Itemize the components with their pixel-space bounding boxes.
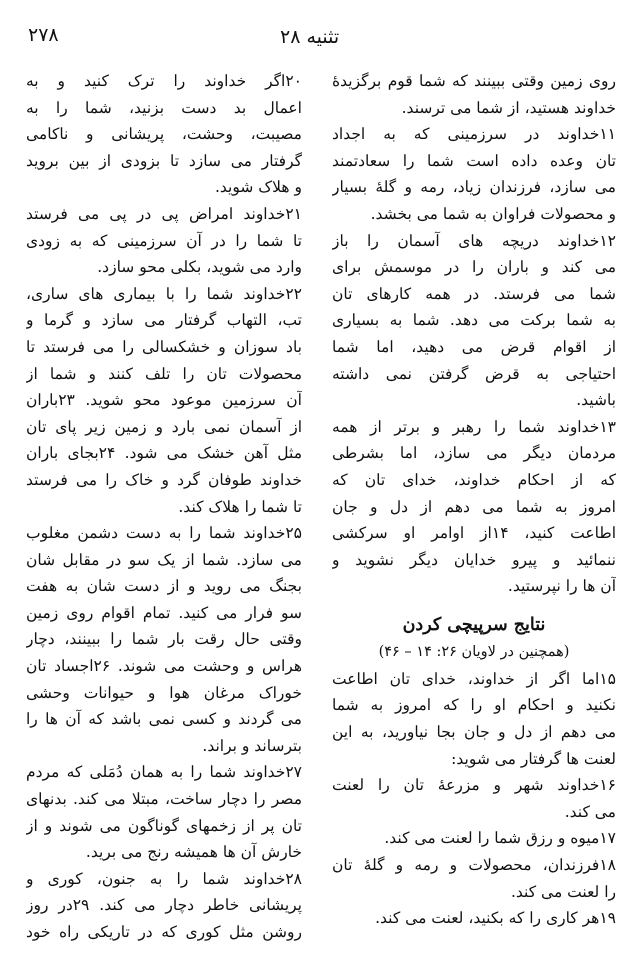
text-line: خداوند طوفان گرد و خاک را می فرستد <box>26 470 302 489</box>
text-line: و محصولات فراوان به شما می بخشد. <box>370 204 616 223</box>
text-line: ۱۱خداوند در سرزمینی که به اجداد <box>332 125 616 144</box>
left-text-column <box>26 68 302 946</box>
text-line: به شما برکت می دهد. شما به بسیاری <box>332 311 616 330</box>
text-line: امروز به شما می دهم از دل و جان <box>332 497 616 516</box>
page-number: ۲۷۸ <box>28 24 59 46</box>
text-line: گرفتار می سازد تا بزودی از بین بروید <box>26 151 302 170</box>
text-line: آن سرزمین موعود محو شوید. ۲۳باران <box>26 391 302 410</box>
text-line: تا شما را در آن سرزمینی که به زودی <box>26 231 302 250</box>
section-reference: (همچنین در لاویان ۲۶: ۱۴ – ۴۶) <box>378 643 570 660</box>
text-line: تان پر از زخمهای گوناگون می شوند و از <box>26 816 302 835</box>
text-line: روشن مثل کوری که در تاریکی راه خود <box>26 923 302 941</box>
text-line: را لعنت می کند. <box>510 882 616 901</box>
text-line: خارش آن ها همیشه رنج می برید. <box>85 843 302 862</box>
text-line: مصر را دچار ساخت، مبتلا می کند. بدنهای <box>26 790 302 809</box>
text-line: وارد می شوید، بکلی محو سازد. <box>97 258 302 277</box>
text-line: و هلاک شوید. <box>214 178 302 197</box>
text-line: می گردند و کسی نمی باشد که آن ها را <box>26 710 302 729</box>
text-line: می سازد. شما از یک سو در مقابل شان <box>26 550 302 569</box>
text-line: ۱۳خداوند شما را رهبر و برتر از همه <box>332 417 616 436</box>
text-line: شما می فرستد. در همه کارهای تان <box>332 284 616 303</box>
text-line: ۲۰اگر خداوند را ترک کنید و به <box>26 72 302 90</box>
text-line: ۲۲خداوند شما را با بیماری های ساری، <box>26 284 302 303</box>
text-line: می دهم از دل و جان بجا نیاورید، به این <box>332 723 616 742</box>
text-line: ۲۱خداوند امراض پی در پی می فرستد <box>26 204 302 223</box>
text-line: باشید. <box>576 391 616 410</box>
text-line: لعنت ها گرفتار می شوید: <box>451 749 616 768</box>
text-line: تا شما را هلاک کند. <box>178 497 302 516</box>
text-line: احتیاجی به قرض گرفتن نمی داشته <box>332 364 616 383</box>
text-line: هراس و وحشت می شوند. ۲۶اجساد تان <box>26 657 302 676</box>
text-line: تان وعده داده است شما را سعادتمند <box>332 151 616 170</box>
text-line: می کند. <box>564 802 616 821</box>
section-heading: نتایج سرپیچی کردن <box>402 614 546 635</box>
text-line: ۲۵خداوند شما را به دست دشمن مغلوب <box>26 524 302 543</box>
text-line: روی زمین وقتی ببینند که شما قوم برگزیدهٔ <box>332 72 616 90</box>
text-line: نکنید و احکام او را که امروز به شما <box>332 696 616 715</box>
text-line: ۲۷خداوند شما را به همان دُمَلی که مردم <box>26 763 302 782</box>
text-line: که از احکام خداوند، خدای تان که <box>332 470 616 489</box>
text-line: اطاعت کنید، ۱۴از اوامر او سرکشی <box>332 524 616 543</box>
text-line: ۱۷میوه و رزق شما را لعنت می کند. <box>384 829 616 848</box>
text-line: ۲۸خداوند شما را به جنون، کوری و <box>26 869 302 888</box>
text-line: بجنگ می روید و از دست شان به هفت <box>26 577 302 596</box>
text-line: ننمائید و پیرو خدایان دیگر نشوید و <box>332 550 616 569</box>
text-line: ۱۲خداوند دریچه های آسمان را باز <box>332 231 616 250</box>
text-line: ۱۸فرزندان، محصولات و رمه و گلهٔ تان <box>332 856 616 875</box>
text-line: بترساند و براند. <box>202 736 302 755</box>
text-line: آن ها را نپرستید. <box>507 577 616 596</box>
text-line: می سازد، فرزندان زیاد، رمه و گلهٔ بسیار <box>332 178 616 197</box>
text-line: از اقوام قرض می دهید، اما شما <box>332 337 616 356</box>
text-line: مردمان دیگر می سازد، اما بشرطی <box>332 444 616 463</box>
text-line: مثل آهن خشک می شود. ۲۴بجای باران <box>26 444 302 463</box>
running-head: تثنیه ۲۸ <box>280 26 340 48</box>
text-line: تب، التهاب گرفتار می سازد و گرما و <box>26 311 302 330</box>
text-line: سو فرار می کنید. تمام اقوام روی زمین <box>26 603 302 622</box>
right-text-column <box>332 68 616 932</box>
text-line: از آسمان نمی بارد و زمین زیر پای تان <box>26 417 302 436</box>
text-line: ۱۹هر کاری را که بکنید، لعنت می کند. <box>375 909 616 928</box>
text-line: وقتی حال رقت بار شما را ببینند، دچار <box>26 630 302 649</box>
text-line: می کند و باران را در موسمش برای <box>332 258 616 277</box>
text-line: محصولات تان را تلف کنند و شما از <box>26 364 302 383</box>
text-line: خداوند هستید، از شما می ترسند. <box>401 98 616 117</box>
text-line: پریشانی خاطر دچار می کند. ۲۹در روز <box>26 896 302 915</box>
text-line: مصیبت، وحشت، پریشانی و ناکامی <box>26 125 302 144</box>
text-line: خوراک مرغان هوا و حیوانات وحشی <box>26 683 302 702</box>
text-line: باد سوزان و خشکسالی را می فرستد تا <box>26 337 302 356</box>
text-line: اعمال بد دست بزنید، شما را به <box>26 98 302 117</box>
text-line: ۱۵اما اگر از خداوند، خدای تان اطاعت <box>332 669 616 688</box>
text-line: ۱۶خداوند شهر و مزرعهٔ تان را لعنت <box>332 776 616 795</box>
